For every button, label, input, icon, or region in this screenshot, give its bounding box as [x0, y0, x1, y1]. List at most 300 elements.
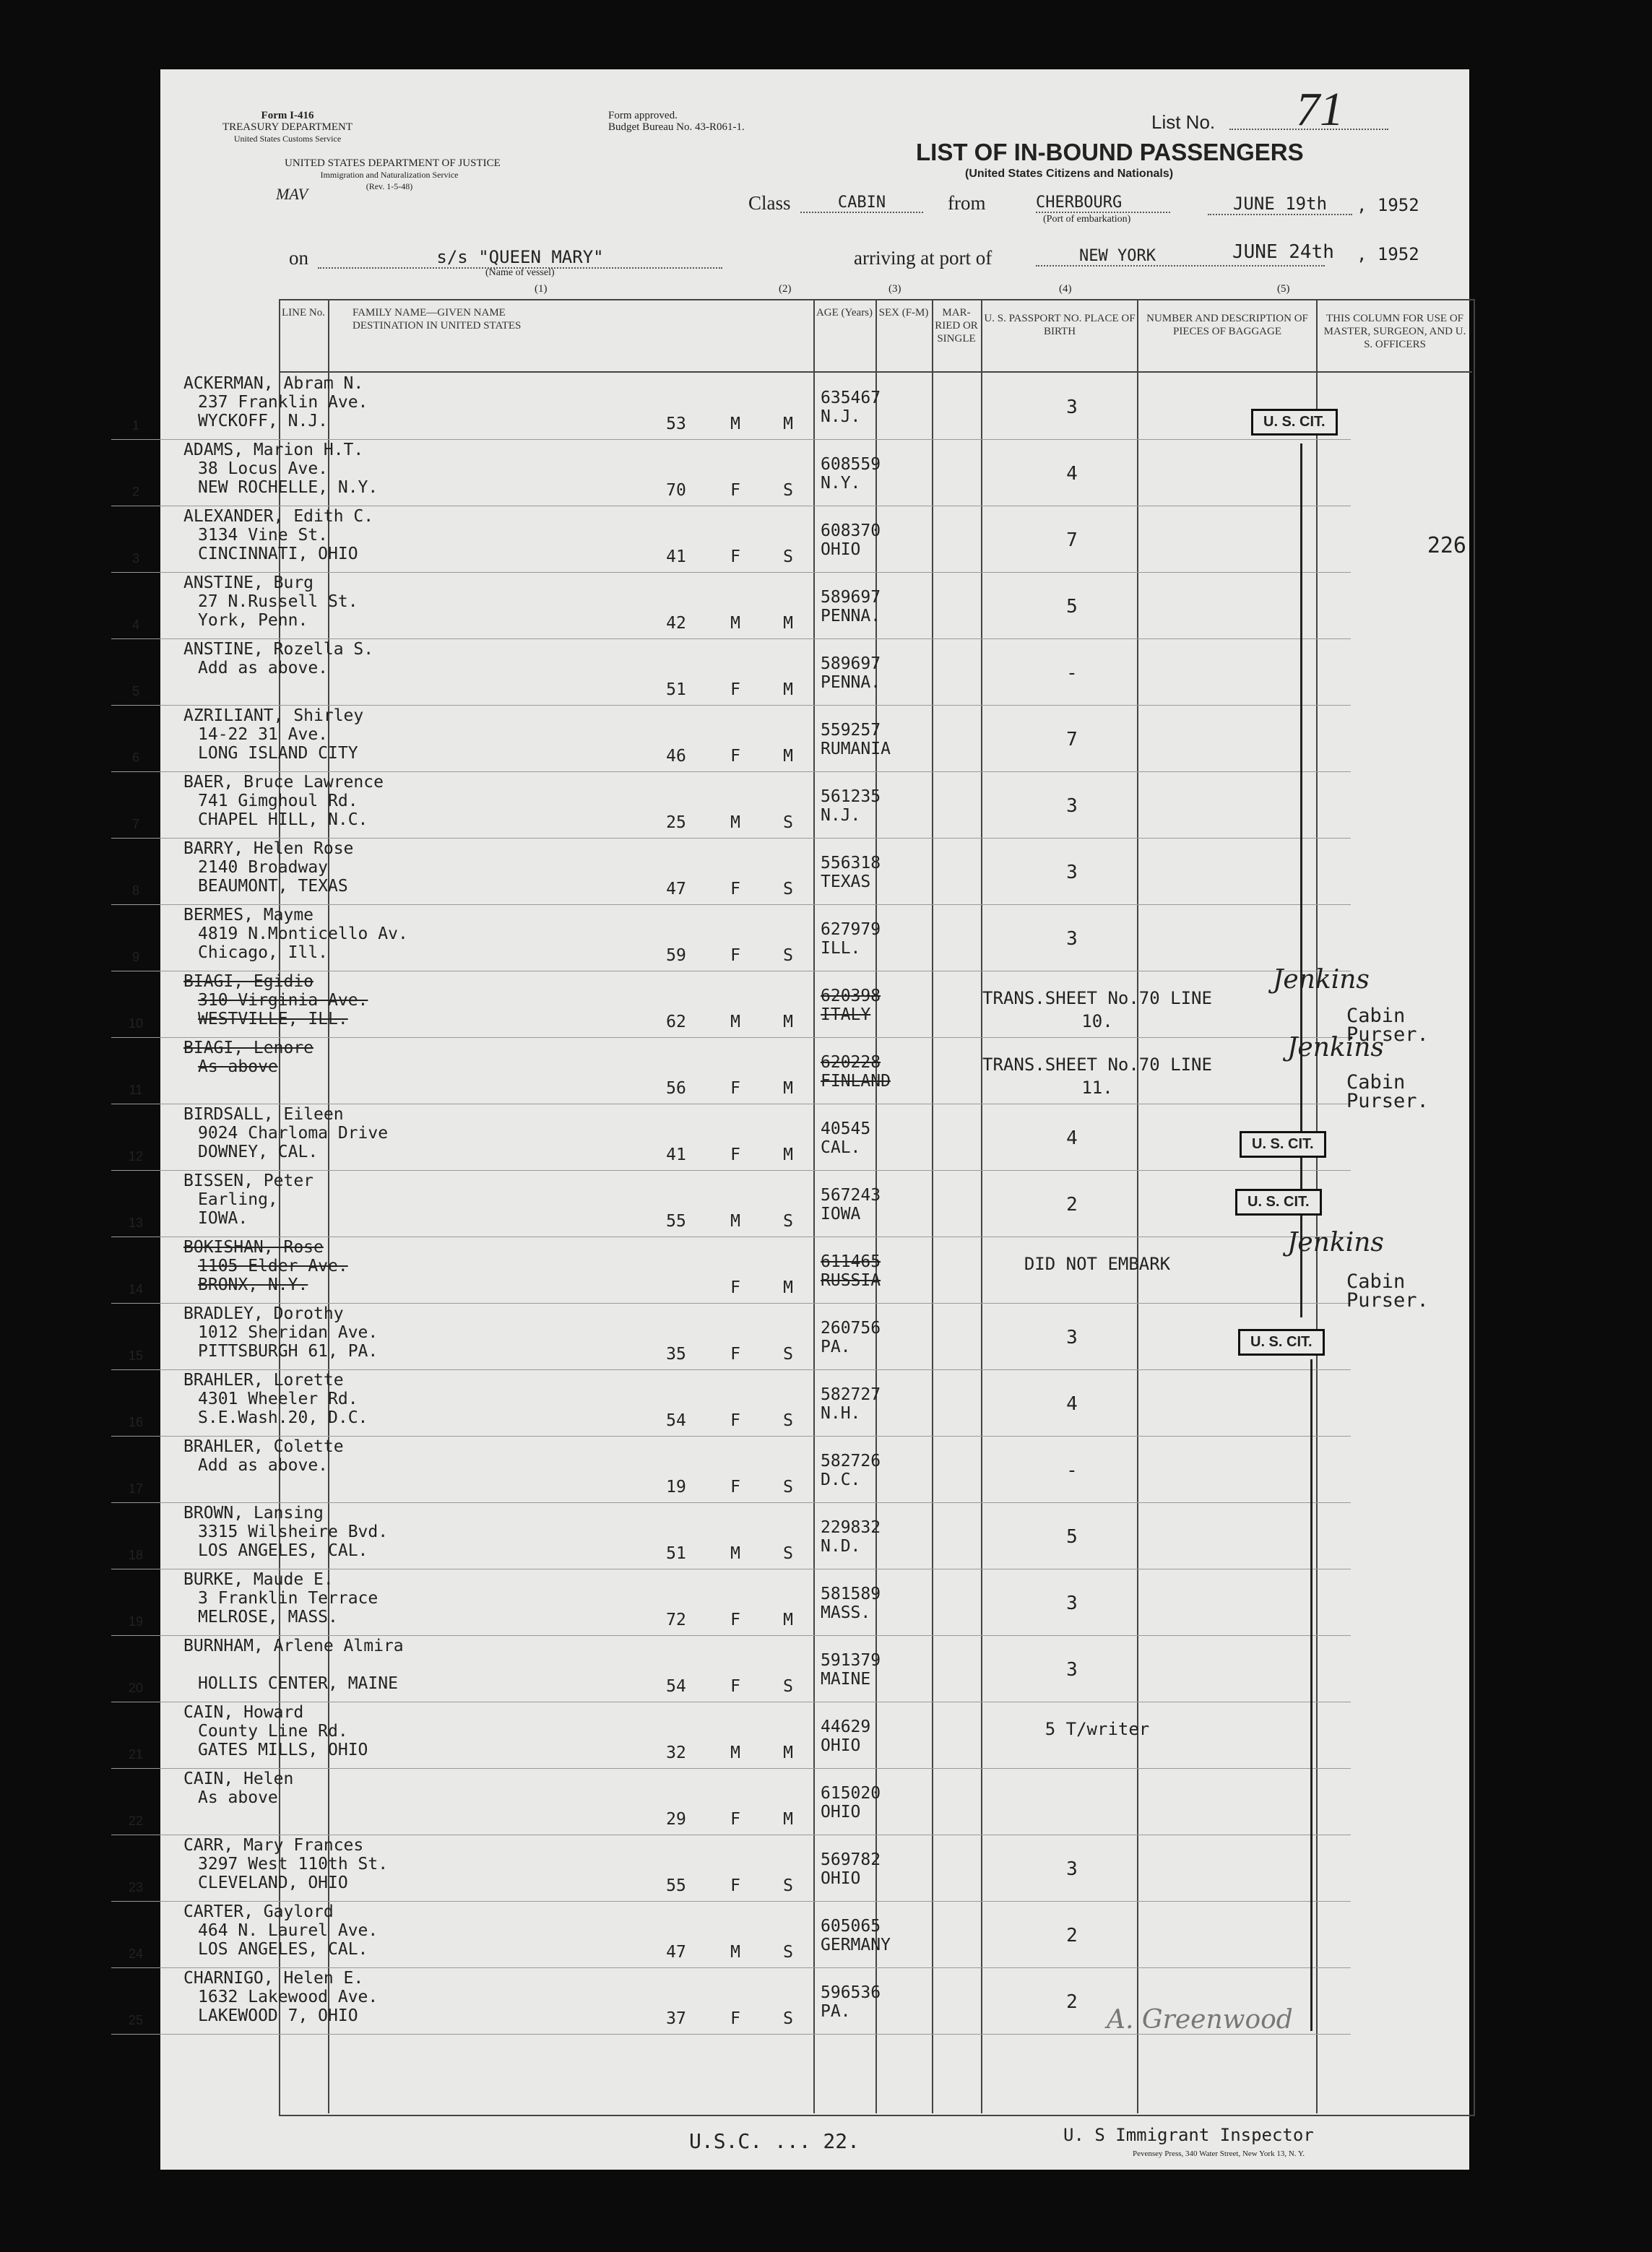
- name-line: 14-22 31 Ave.: [198, 725, 329, 744]
- birthplace: IOWA: [821, 1205, 861, 1224]
- col-header-married: MAR-RIED OR SINGLE: [935, 307, 978, 345]
- birthplace: ILL.: [821, 939, 861, 958]
- age-cell: 32: [666, 1744, 686, 1762]
- married-cell: M: [783, 680, 793, 699]
- depart-year: , 1952: [1357, 195, 1419, 215]
- passport-birthplace: [821, 1385, 965, 1423]
- name-line: [183, 1807, 487, 1826]
- name-line: BRADLEY, Dorothy: [183, 1304, 344, 1323]
- table-row: [111, 1369, 1351, 1437]
- line-number: 22: [128, 1814, 144, 1828]
- birthplace: OHIO: [821, 1869, 861, 1888]
- arrival-date: JUNE 24th: [1232, 241, 1334, 263]
- name-line: 3 Franklin Terrace: [198, 1589, 379, 1608]
- passenger-name-address: [183, 1039, 487, 1095]
- sex-cell: F: [730, 1611, 740, 1629]
- passport-number: 569782: [821, 1850, 881, 1869]
- birthplace: MAINE: [821, 1670, 871, 1689]
- baggage-cell: DID NOT EMBARK: [1024, 1254, 1171, 1274]
- col-header-age: AGE (Years): [816, 307, 873, 319]
- form-number: Form I-416: [261, 110, 314, 121]
- age-cell: 41: [666, 1146, 686, 1164]
- age-cell: 72: [666, 1611, 686, 1629]
- baggage-cell: 3: [1066, 1659, 1078, 1681]
- ins-service: Immigration and Naturalization Service: [320, 170, 459, 180]
- name-line: 38 Locus Ave.: [198, 459, 329, 478]
- age-cell: 37: [666, 2009, 686, 2028]
- baggage-cell: -: [1066, 1460, 1078, 1481]
- passenger-name-address: [183, 1437, 487, 1494]
- birthplace: MASS.: [821, 1603, 871, 1622]
- sex-cell: M: [730, 1943, 740, 1962]
- name-line: [183, 1655, 487, 1674]
- col-header-passport: U. S. PASSPORT NO. PLACE OF BIRTH: [984, 313, 1136, 337]
- table-row: [111, 1104, 1351, 1171]
- col-num-2: (2): [779, 283, 792, 295]
- married-cell: S: [783, 1478, 793, 1497]
- passport-number: 591379: [821, 1651, 881, 1670]
- sex-cell: F: [730, 481, 740, 500]
- name-line: [183, 1475, 487, 1494]
- passport-birthplace: [821, 521, 965, 559]
- name-line: ANSTINE, Burg: [183, 573, 314, 592]
- name-line: 3134 Vine St.: [198, 526, 329, 545]
- passenger-name-address: [183, 1902, 487, 1959]
- table-row: [111, 705, 1351, 772]
- line-number: 3: [131, 551, 139, 566]
- age-cell: 47: [666, 1943, 686, 1962]
- treasury-dept: TREASURY DEPARTMENT: [222, 121, 353, 133]
- page-title: LIST OF IN-BOUND PASSENGERS: [916, 139, 1304, 165]
- baggage-cell: -: [1066, 662, 1078, 684]
- name-line: PITTSBURGH 61, PA.: [198, 1342, 379, 1361]
- passport-number: 44629: [821, 1718, 871, 1736]
- passport-number: 582727: [821, 1385, 881, 1404]
- birthplace: RUSSIA: [821, 1271, 881, 1290]
- name-line: BRAHLER, Colette: [183, 1437, 344, 1456]
- name-line: ALEXANDER, Edith C.: [183, 507, 374, 526]
- married-cell: S: [783, 1345, 793, 1364]
- col-header-line: LINE No.: [282, 307, 325, 319]
- name-line: [183, 677, 487, 696]
- age-cell: 59: [666, 946, 686, 965]
- name-line: 27 N.Russell St.: [198, 592, 358, 611]
- sex-cell: F: [730, 547, 740, 566]
- passenger-name-address: [183, 706, 487, 763]
- birthplace: TEXAS: [821, 872, 871, 891]
- col-num-3: (3): [888, 283, 901, 295]
- us-cit-stamp: U. S. CIT.: [1251, 409, 1338, 436]
- sex-cell: M: [730, 1744, 740, 1762]
- passport-birthplace: [821, 854, 965, 891]
- table-row: [111, 638, 1351, 706]
- name-line: BIAGI, Lenore: [183, 1039, 314, 1057]
- name-line: ACKERMAN, Abram N.: [183, 374, 364, 393]
- passport-number: 229832: [821, 1518, 881, 1537]
- passport-number: 615020: [821, 1784, 881, 1803]
- age-cell: 19: [666, 1478, 686, 1497]
- birthplace: D.C.: [821, 1471, 861, 1489]
- passport-birthplace: [821, 920, 965, 958]
- baggage-cell: 7: [1066, 729, 1078, 750]
- line-number: 18: [128, 1548, 144, 1562]
- birthplace: N.J.: [821, 806, 861, 825]
- age-cell: 53: [666, 415, 686, 433]
- baggage-cell: 3: [1066, 397, 1078, 418]
- purser-note: Cabin Purser.: [1346, 1071, 1429, 1112]
- line-number: 23: [128, 1880, 144, 1894]
- line-number: 8: [131, 883, 139, 898]
- age-cell: 54: [666, 1677, 686, 1696]
- purser-signature: Jenkins: [1273, 965, 1370, 995]
- married-cell: M: [783, 1611, 793, 1629]
- name-line: Earling,: [198, 1190, 278, 1209]
- name-line: 1105 Elder Ave.: [198, 1257, 348, 1276]
- passenger-name-address: [183, 906, 487, 962]
- birthplace: PENNA.: [821, 607, 881, 625]
- baggage-cell: 3: [1066, 1327, 1078, 1348]
- birthplace: N.Y.: [821, 474, 861, 493]
- form-header-block: [215, 110, 360, 144]
- passport-number: 589697: [821, 654, 881, 673]
- name-line: BIAGI, Egidio: [183, 972, 314, 991]
- name-line: 3315 Wilsheire Bvd.: [198, 1523, 389, 1541]
- passport-number: 620228: [821, 1053, 881, 1072]
- name-line: BOKISHAN, Rose: [183, 1238, 324, 1257]
- name-line: HOLLIS CENTER, MAINE: [198, 1674, 398, 1693]
- page-subtitle: (United States Citizens and Nationals): [965, 168, 1174, 180]
- baggage-cell: 3: [1066, 795, 1078, 817]
- passenger-name-address: [183, 573, 487, 630]
- passport-birthplace: [821, 1186, 965, 1224]
- sex-cell: M: [730, 614, 740, 633]
- line-number: 1: [131, 418, 139, 433]
- col-num-4: (4): [1059, 283, 1072, 295]
- age-cell: 29: [666, 1810, 686, 1829]
- depart-date: JUNE 19th: [1208, 194, 1352, 215]
- age-cell: 42: [666, 614, 686, 633]
- passport-number: 635467: [821, 389, 881, 407]
- married-cell: S: [783, 1544, 793, 1563]
- table-row: [111, 1170, 1351, 1237]
- sex-cell: F: [730, 2009, 740, 2028]
- passenger-name-address: [183, 1703, 487, 1759]
- passport-birthplace: [821, 987, 965, 1024]
- passport-birthplace: [821, 654, 965, 692]
- name-line: County Line Rd.: [198, 1722, 348, 1741]
- arrival-port: NEW YORK: [1036, 247, 1325, 267]
- line-number: 4: [131, 618, 139, 632]
- name-line: WESTVILLE, ILL.: [198, 1010, 348, 1028]
- table-row: [111, 904, 1351, 971]
- baggage-cell: 5 T/writer: [1045, 1719, 1150, 1739]
- list-no-value: 71: [1296, 83, 1344, 136]
- line-number: 25: [128, 2013, 144, 2027]
- passport-birthplace: [821, 1850, 965, 1888]
- count-annotation: 226: [1427, 533, 1466, 558]
- form-approved: Form approved.: [608, 110, 678, 121]
- sex-cell: F: [730, 1411, 740, 1430]
- table-row: [111, 1768, 1351, 1835]
- baggage-cell: 5: [1066, 596, 1078, 618]
- class-value: CABIN: [800, 194, 923, 213]
- passport-birthplace: [821, 1452, 965, 1489]
- col-num-1: (1): [535, 283, 548, 295]
- age-cell: 54: [666, 1411, 686, 1430]
- sex-cell: F: [730, 680, 740, 699]
- name-line: ADAMS, Marion H.T.: [183, 441, 364, 459]
- us-cit-stamp: U. S. CIT.: [1238, 1329, 1325, 1356]
- line-number: 19: [128, 1614, 144, 1629]
- form-revision: (Rev. 1-5-48): [366, 181, 413, 191]
- name-line: CAIN, Howard: [183, 1703, 304, 1722]
- passport-birthplace: [821, 1784, 965, 1822]
- name-line: BURNHAM, Arlene Almira: [183, 1637, 404, 1655]
- married-cell: S: [783, 946, 793, 965]
- passenger-name-address: [183, 1172, 487, 1228]
- purser-signature: Jenkins: [1287, 1033, 1384, 1062]
- line-number: 12: [128, 1149, 144, 1164]
- baggage-cell: 4: [1066, 463, 1078, 485]
- passport-number: 567243: [821, 1186, 881, 1205]
- baggage-cell: 3: [1066, 1858, 1078, 1880]
- passport-birthplace: [821, 389, 965, 426]
- purser-note: Cabin Purser.: [1346, 1005, 1429, 1046]
- us-cit-stamp: U. S. CIT.: [1240, 1131, 1326, 1158]
- married-cell: S: [783, 1943, 793, 1962]
- sex-cell: F: [730, 1677, 740, 1696]
- from-value: CHERBOURG: [1036, 194, 1170, 213]
- passport-number: 605065: [821, 1917, 881, 1936]
- line-number: 14: [128, 1282, 144, 1296]
- line-number: 2: [131, 485, 139, 499]
- vessel-name: s/s "QUEEN MARY": [318, 247, 722, 269]
- age-cell: 70: [666, 481, 686, 500]
- us-cit-stamp: U. S. CIT.: [1235, 1189, 1322, 1216]
- name-line: LAKEWOOD 7, OHIO: [198, 2006, 358, 2025]
- passenger-name-address: [183, 1371, 487, 1427]
- name-line: GATES MILLS, OHIO: [198, 1741, 368, 1759]
- passenger-name-address: [183, 1105, 487, 1161]
- passport-birthplace: [821, 1983, 965, 2021]
- baggage-cell: 3: [1066, 928, 1078, 950]
- passport-number: 620398: [821, 987, 881, 1005]
- justice-dept: UNITED STATES DEPARTMENT OF JUSTICE: [285, 157, 501, 169]
- line-number: 17: [128, 1481, 144, 1496]
- married-cell: S: [783, 1411, 793, 1430]
- name-line: BRONX, N.Y.: [198, 1276, 308, 1294]
- passenger-name-address: [183, 1637, 487, 1693]
- table-row: [111, 373, 1351, 440]
- table-row: [111, 1037, 1429, 1112]
- sex-cell: F: [730, 946, 740, 965]
- line-number: 20: [128, 1681, 144, 1695]
- baggage-cell: 4: [1066, 1127, 1078, 1149]
- name-line: Add as above.: [198, 659, 329, 677]
- age-cell: 25: [666, 813, 686, 832]
- name-line: 9024 Charloma Drive: [198, 1124, 389, 1143]
- line-number: 9: [131, 950, 139, 964]
- name-line: LOS ANGELES, CAL.: [198, 1541, 368, 1560]
- name-line: BIRDSALL, Eileen: [183, 1105, 344, 1124]
- baggage-cell: TRANS.SHEET No.70 LINE 10.: [982, 988, 1212, 1031]
- married-cell: S: [783, 547, 793, 566]
- name-line: 1632 Lakewood Ave.: [198, 1988, 379, 2006]
- passenger-name-address: [183, 1836, 487, 1892]
- passport-birthplace: [821, 1518, 965, 1556]
- sex-cell: F: [730, 1810, 740, 1829]
- passport-birthplace: [821, 455, 965, 493]
- birthplace: PA.: [821, 1338, 851, 1356]
- table-row: [111, 1835, 1351, 1902]
- name-line: As above: [198, 1057, 278, 1076]
- pen-line: [1310, 1359, 1312, 2031]
- name-line: BISSEN, Peter: [183, 1172, 314, 1190]
- passenger-name-address: [183, 1504, 487, 1560]
- passport-number: 40545: [821, 1119, 871, 1138]
- sex-cell: F: [730, 1079, 740, 1098]
- sex-cell: F: [730, 880, 740, 898]
- passport-birthplace: [821, 1252, 965, 1290]
- approval-block: [608, 110, 745, 133]
- name-line: CARTER, Gaylord: [183, 1902, 334, 1921]
- sex-cell: M: [730, 415, 740, 433]
- passport-number: 556318: [821, 854, 881, 872]
- col-header-baggage: NUMBER AND DESCRIPTION OF PIECES OF BAGGAGE: [1146, 313, 1308, 337]
- col-header-sex: SEX (F-M): [878, 307, 929, 319]
- passenger-name-address: [183, 773, 487, 829]
- birthplace: OHIO: [821, 1803, 861, 1822]
- married-cell: M: [783, 1810, 793, 1829]
- married-cell: M: [783, 614, 793, 633]
- baggage-cell: TRANS.SHEET No.70 LINE 11.: [982, 1054, 1212, 1098]
- baggage-cell: 2: [1066, 1991, 1078, 2013]
- inspector-signature: A. Greenwood: [1107, 2005, 1293, 2035]
- passport-number: 581589: [821, 1585, 881, 1603]
- passport-number: 260756: [821, 1319, 881, 1338]
- purser-note: Cabin Purser.: [1346, 1270, 1429, 1312]
- table-row: [111, 1702, 1351, 1769]
- name-line: 310 Virginia Ave.: [198, 991, 368, 1010]
- arrival-year: , 1952: [1357, 244, 1419, 264]
- married-cell: M: [783, 1146, 793, 1164]
- sex-cell: M: [730, 1013, 740, 1031]
- col-header-name: FAMILY NAME—GIVEN NAME DESTINATION IN UNITED STATES: [353, 307, 522, 332]
- birthplace: N.D.: [821, 1537, 861, 1556]
- married-cell: S: [783, 1677, 793, 1696]
- passenger-name-address: [183, 1238, 487, 1294]
- name-line: 464 N. Laurel Ave.: [198, 1921, 379, 1940]
- married-cell: M: [783, 1013, 793, 1031]
- sex-cell: F: [730, 1478, 740, 1497]
- name-line: IOWA.: [198, 1209, 248, 1228]
- sex-cell: M: [730, 813, 740, 832]
- age-cell: 46: [666, 747, 686, 766]
- table-row: [111, 1569, 1351, 1636]
- married-cell: S: [783, 1876, 793, 1895]
- married-cell: S: [783, 2009, 793, 2028]
- table-row: [111, 1303, 1351, 1370]
- name-line: S.E.Wash.20, D.C.: [198, 1408, 368, 1427]
- passport-birthplace: [821, 1917, 965, 1954]
- arriving-label: arriving at port of: [854, 247, 993, 269]
- name-line: 1012 Sheridan Ave.: [198, 1323, 379, 1342]
- line-number: 11: [129, 1083, 143, 1097]
- age-cell: 55: [666, 1876, 686, 1895]
- line-number: 21: [128, 1747, 144, 1762]
- table-row: [111, 838, 1351, 905]
- name-line: BEAUMONT, TEXAS: [198, 877, 348, 896]
- sex-cell: M: [730, 1212, 740, 1231]
- baggage-cell: 3: [1066, 1593, 1078, 1614]
- birthplace: N.H.: [821, 1404, 861, 1423]
- margin-mark: MAV: [276, 185, 308, 203]
- name-line: BRAHLER, Lorette: [183, 1371, 344, 1390]
- age-cell: 47: [666, 880, 686, 898]
- name-line: 4819 N.Monticello Av.: [198, 924, 408, 943]
- table-row: [111, 971, 1429, 1046]
- passenger-name-address: [183, 1770, 487, 1826]
- birthplace: ITALY: [821, 1005, 871, 1024]
- from-label: from: [948, 192, 986, 214]
- baggage-cell: 3: [1066, 862, 1078, 883]
- passport-birthplace: [821, 787, 965, 825]
- birthplace: N.J.: [821, 407, 861, 426]
- passport-birthplace: [821, 1718, 965, 1755]
- table-row: [111, 439, 1351, 506]
- name-line: CARR, Mary Frances: [183, 1836, 364, 1855]
- name-line: CLEVELAND, OHIO: [198, 1874, 348, 1892]
- married-cell: S: [783, 481, 793, 500]
- port-caption: (Port of embarkation): [1043, 214, 1131, 225]
- line-number: 16: [128, 1415, 144, 1429]
- name-line: 741 Gimghoul Rd.: [198, 792, 358, 810]
- name-line: CHARNIGO, Helen E.: [183, 1969, 364, 1988]
- age-cell: 62: [666, 1013, 686, 1031]
- table-row: [111, 771, 1351, 839]
- birthplace: OHIO: [821, 540, 861, 559]
- table-row: [111, 506, 1351, 573]
- name-line: CHAPEL HILL, N.C.: [198, 810, 368, 829]
- birthplace: GERMANY: [821, 1936, 891, 1954]
- sex-cell: F: [730, 1876, 740, 1895]
- name-line: NEW ROCHELLE, N.Y.: [198, 478, 379, 497]
- name-line: [183, 1076, 487, 1095]
- name-line: Add as above.: [198, 1456, 329, 1475]
- passport-birthplace: [821, 1319, 965, 1356]
- name-line: York, Penn.: [198, 611, 308, 630]
- table-row: [111, 1901, 1351, 1968]
- name-line: BERMES, Mayme: [183, 906, 314, 924]
- table-row: [111, 1635, 1351, 1702]
- name-line: 2140 Broadway: [198, 858, 329, 877]
- birthplace: CAL.: [821, 1138, 861, 1157]
- baggage-cell: 5: [1066, 1526, 1078, 1548]
- passenger-name-address: [183, 839, 487, 896]
- baggage-cell: 2: [1066, 1194, 1078, 1216]
- sex-cell: F: [730, 747, 740, 766]
- sex-cell: F: [730, 1146, 740, 1164]
- passenger-name-address: [183, 374, 487, 430]
- name-line: 237 Franklin Ave.: [198, 393, 368, 412]
- married-cell: M: [783, 415, 793, 433]
- purser-signature: Jenkins: [1287, 1228, 1384, 1257]
- sex-cell: F: [730, 1345, 740, 1364]
- passport-birthplace: [821, 721, 965, 758]
- name-line: AZRILIANT, Shirley: [183, 706, 364, 725]
- name-line: BAER, Bruce Lawrence: [183, 773, 384, 792]
- age-cell: 35: [666, 1345, 686, 1364]
